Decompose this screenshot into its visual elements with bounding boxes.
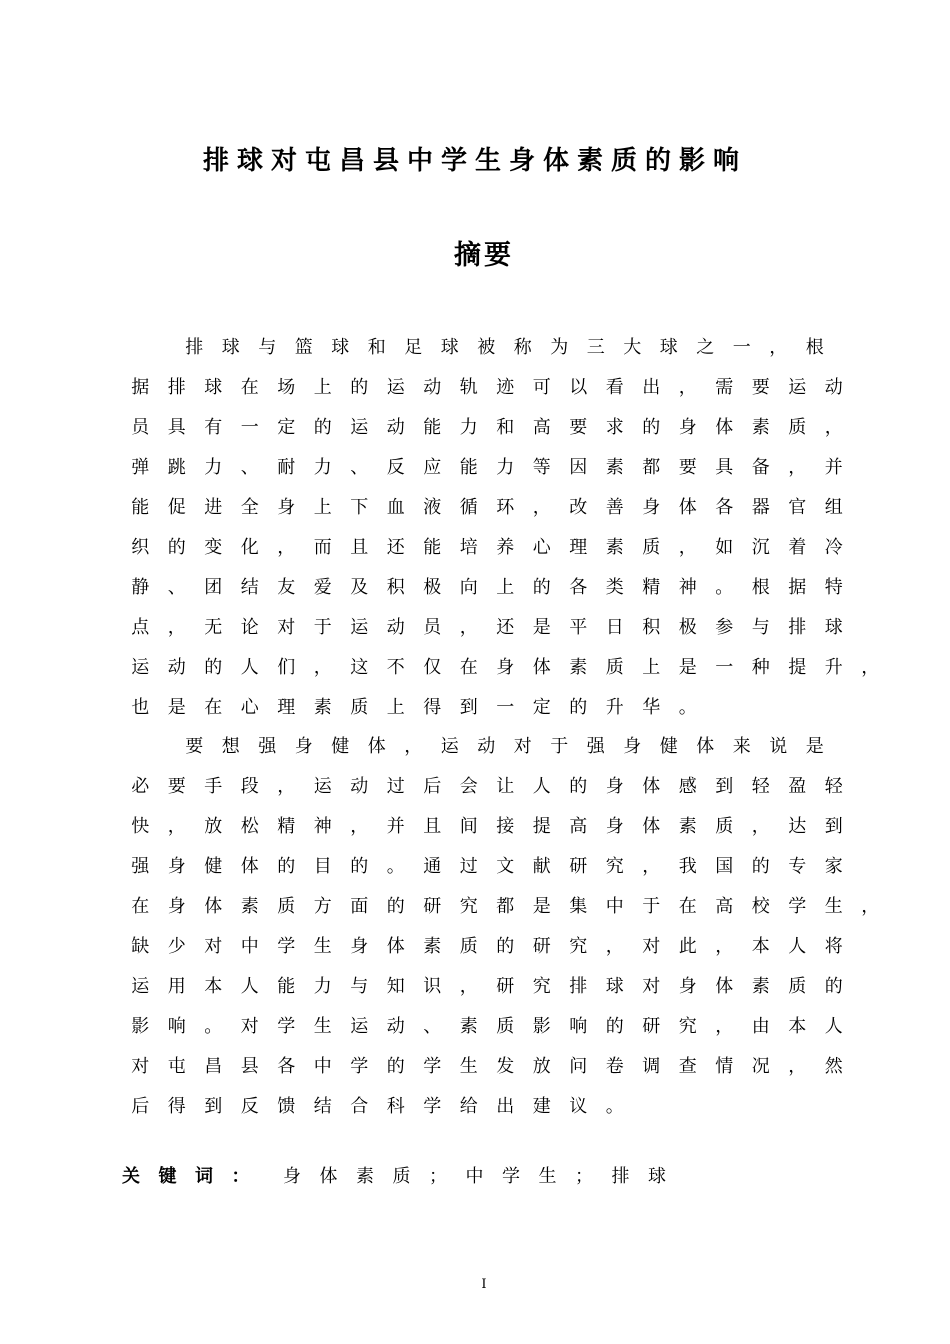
page-number: I xyxy=(481,1277,487,1292)
paragraph-line: 缺 少 对 中 学 生 身 体 素 质 的 研 究 ， 对 此 ， 本 人 将 xyxy=(131,936,843,957)
paragraph-line: 据 排 球 在 场 上 的 运 动 轨 迹 可 以 看 出 ， 需 要 运 动 xyxy=(131,377,843,398)
abstract-heading: 摘要 xyxy=(454,240,514,271)
paragraph-line: 运 动 的 人 们 ， 这 不 仅 在 身 体 素 质 上 是 一 种 提 升 ， xyxy=(131,657,880,678)
paragraph-line: 也 是 在 心 理 素 质 上 得 到 一 定 的 升 华 。 xyxy=(131,697,697,718)
document-title: 排球对屯昌县中学生身体素质的影响 xyxy=(202,146,747,176)
paragraph-line: 织 的 变 化 ， 而 且 还 能 培 养 心 理 素 质 ， 如 沉 着 冷 xyxy=(131,537,843,558)
paragraph-line: 影 响 。 对 学 生 运 动 、 素 质 影 响 的 研 究 ， 由 本 人 xyxy=(131,1016,843,1037)
paragraph-line: 对 屯 昌 县 各 中 学 的 学 生 发 放 问 卷 调 查 情 况 ， 然 xyxy=(131,1056,843,1077)
paragraph-line: 运 用 本 人 能 力 与 知 识 ， 研 究 排 球 对 身 体 素 质 的 xyxy=(131,976,843,997)
paragraph-line: 强 身 健 体 的 目 的 。 通 过 文 献 研 究 ， 我 国 的 专 家 xyxy=(131,856,843,877)
paragraph-line: 排 球 与 篮 球 和 足 球 被 称 为 三 大 球 之 一 ， 根 xyxy=(185,337,824,358)
keywords-label: 关 键 词 ： xyxy=(122,1166,250,1187)
paragraph-line: 快 ， 放 松 精 神 ， 并 且 间 接 提 高 身 体 素 质 ， 达 到 xyxy=(131,816,843,837)
keywords-line xyxy=(122,1162,675,1192)
paragraph-line: 点 ， 无 论 对 于 运 动 员 ， 还 是 平 日 积 极 参 与 排 球 xyxy=(131,617,843,638)
paragraph-line: 弹 跳 力 、 耐 力 、 反 应 能 力 等 因 素 都 要 具 备 ， 并 xyxy=(131,457,843,478)
paragraph-line: 能 促 进 全 身 上 下 血 液 循 环 ， 改 善 身 体 各 器 官 组 xyxy=(131,497,843,518)
paragraph-line: 必 要 手 段 ， 运 动 过 后 会 让 人 的 身 体 感 到 轻 盈 轻 xyxy=(131,776,843,797)
paragraph-line: 后 得 到 反 馈 结 合 科 学 给 出 建 议 。 xyxy=(131,1096,624,1117)
paragraph-line: 员 具 有 一 定 的 运 动 能 力 和 高 要 求 的 身 体 素 质 ， xyxy=(131,417,843,438)
keywords-list: 身 体 素 质 ； 中 学 生 ； 排 球 xyxy=(282,1166,666,1187)
paragraph-line: 静 、 团 结 友 爱 及 积 极 向 上 的 各 类 精 神 。 根 据 特 xyxy=(131,577,843,598)
paragraph-line: 要 想 强 身 健 体 ， 运 动 对 于 强 身 健 体 来 说 是 xyxy=(185,736,824,757)
paragraph-line: 在 身 体 素 质 方 面 的 研 究 都 是 集 中 于 在 高 校 学 生 ， xyxy=(131,896,880,917)
